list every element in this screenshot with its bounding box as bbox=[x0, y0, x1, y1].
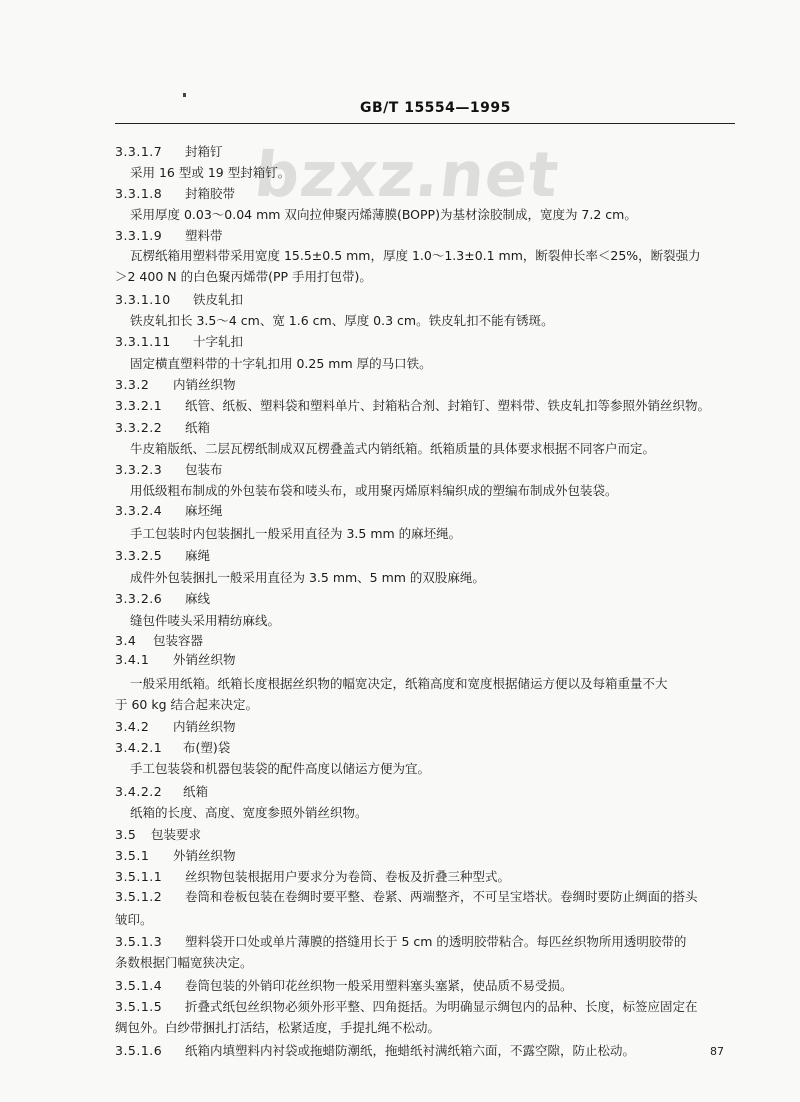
clause-heading-line bbox=[115, 633, 203, 649]
clause-heading-line bbox=[115, 591, 210, 607]
body-text-line: 条数根据门幅宽狭决定。 bbox=[115, 955, 253, 970]
clause-number: 3.3.2.6 bbox=[115, 591, 163, 606]
header-rule bbox=[115, 123, 735, 124]
clause-heading-line bbox=[115, 548, 210, 564]
clause-number: 3.3.1.10 bbox=[115, 292, 171, 307]
clause-heading-line bbox=[115, 462, 223, 478]
clause-number: 3.5.1.5 bbox=[115, 999, 163, 1014]
clause-heading-line bbox=[115, 719, 236, 735]
clause-number: 3.3.1.9 bbox=[115, 228, 163, 243]
clause-number: 3.4.2.2 bbox=[115, 784, 163, 799]
body-text-line: 手工包装袋和机器包装袋的配件高度以储运方便为宜。 bbox=[130, 761, 431, 776]
clause-text: 塑料袋开口处或单片薄膜的搭缝用长于 5 cm 的透明胶带粘合。每匹丝织物所用透明胶带的 bbox=[185, 934, 687, 949]
clause-number: 3.3.1.8 bbox=[115, 186, 163, 201]
clause-text: 卷筒和卷板包装在卷绸时要平整、卷紧、两端整齐，不可呈宝塔状。卷绸时要防止绸面的搭头 bbox=[185, 889, 698, 904]
clause-text: 十字轧扣 bbox=[193, 334, 244, 349]
clause-number: 3.5.1.1 bbox=[115, 869, 163, 884]
clause-number: 3.3.2.2 bbox=[115, 420, 163, 435]
scan-mark bbox=[183, 93, 186, 97]
clause-heading-line bbox=[115, 144, 223, 160]
clause-text: 外销丝织物 bbox=[173, 848, 236, 863]
clause-text: 外销丝织物 bbox=[173, 652, 236, 667]
clause-number: 3.5.1.3 bbox=[115, 934, 163, 949]
body-text-line: 采用厚度 0.03～0.04 mm 双向拉伸聚丙烯薄膜(BOPP)为基材涂胶制成，宽度为 7.2 cm。 bbox=[130, 207, 637, 222]
watermark: bzxz.net bbox=[251, 138, 563, 211]
clause-number: 3.4.2 bbox=[115, 719, 150, 734]
clause-heading-line bbox=[115, 377, 236, 393]
clause-text: 内销丝织物 bbox=[173, 377, 236, 392]
clause-heading-line bbox=[115, 848, 236, 864]
clause-text: 包装容器 bbox=[153, 633, 204, 648]
clause-text: 卷筒包装的外销印花丝织物一般采用塑料塞头塞紧，使品质不易受损。 bbox=[185, 978, 573, 993]
clause-number: 3.5.1.4 bbox=[115, 978, 163, 993]
standard-header: GB/T 15554—1995 bbox=[360, 100, 511, 116]
clause-heading-line bbox=[115, 292, 243, 308]
clause-number: 3.4 bbox=[115, 633, 137, 648]
clause-text: 纸箱内填塑料内衬袋或拖蜡防潮纸，拖蜡纸衬满纸箱六面，不露空隙，防止松动。 bbox=[185, 1043, 636, 1058]
clause-text: 塑料带 bbox=[185, 228, 223, 243]
clause-heading-line bbox=[115, 999, 698, 1015]
clause-text: 折叠式纸包丝织物必须外形平整、四角挺括。为明确显示绸包内的品种、长度，标签应固定在 bbox=[185, 999, 698, 1014]
body-text-line: 于 60 kg 结合起来决定。 bbox=[115, 697, 258, 712]
clause-text: 丝织物包装根据用户要求分为卷筒、卷板及折叠三种型式。 bbox=[185, 869, 511, 884]
clause-heading-line bbox=[115, 784, 208, 800]
clause-text: 麻绳 bbox=[185, 548, 211, 563]
clause-text: 铁皮轧扣 bbox=[193, 292, 244, 307]
clause-number: 3.3.1.7 bbox=[115, 144, 163, 159]
clause-heading-line bbox=[115, 503, 223, 519]
clause-text: 纸管、纸板、塑料袋和塑料单片、封箱粘合剂、封箱钉、塑料带、铁皮轧扣等参照外销丝织物。 bbox=[185, 398, 711, 413]
clause-heading-line bbox=[115, 228, 223, 244]
body-text-line: 成件外包装捆扎一般采用直径为 3.5 mm、5 mm 的双股麻绳。 bbox=[130, 570, 485, 585]
clause-text: 麻线 bbox=[185, 591, 211, 606]
clause-number: 3.3.2.4 bbox=[115, 503, 163, 518]
clause-number: 3.4.2.1 bbox=[115, 740, 163, 755]
clause-heading-line bbox=[115, 889, 698, 905]
clause-heading-line bbox=[115, 740, 230, 756]
clause-number: 3.3.2.3 bbox=[115, 462, 163, 477]
clause-number: 3.5.1.6 bbox=[115, 1043, 163, 1058]
clause-text: 封箱胶带 bbox=[185, 186, 236, 201]
clause-text: 麻坯绳 bbox=[185, 503, 223, 518]
clause-text: 包装布 bbox=[185, 462, 223, 477]
body-text-line: 瓦楞纸箱用塑料带采用宽度 15.5±0.5 mm，厚度 1.0～1.3±0.1 mm，断裂伸长率＜25%，断裂强力 bbox=[130, 248, 701, 263]
clause-number: 3.4.1 bbox=[115, 652, 150, 667]
clause-number: 3.5.1 bbox=[115, 848, 150, 863]
body-text-line: 皱印。 bbox=[115, 912, 153, 927]
clause-heading-line bbox=[115, 420, 210, 436]
body-text-line: 绸包外。白纱带捆扎打活结，松紧适度，手提扎绳不松动。 bbox=[115, 1020, 441, 1035]
clause-number: 3.3.1.11 bbox=[115, 334, 171, 349]
clause-heading-line bbox=[115, 1043, 635, 1059]
clause-heading-line bbox=[115, 398, 710, 414]
body-text-line: 牛皮箱版纸、二层瓦楞纸制成双瓦楞叠盖式内销纸箱。纸箱质量的具体要求根据不同客户而定。 bbox=[130, 441, 656, 456]
body-text-line: 纸箱的长度、高度、宽度参照外销丝织物。 bbox=[130, 805, 368, 820]
clause-number: 3.5 bbox=[115, 827, 137, 842]
body-text-line: 缝包件唛头采用精纺麻线。 bbox=[130, 613, 281, 628]
clause-heading-line bbox=[115, 186, 235, 202]
clause-heading-line bbox=[115, 652, 236, 668]
page-number: 87 bbox=[710, 1045, 724, 1058]
clause-number: 3.3.2.1 bbox=[115, 398, 163, 413]
body-text-line: 用低级粗布制成的外包装布袋和唛头布，或用聚丙烯原料编织成的塑编布制成外包装袋。 bbox=[130, 483, 618, 498]
clause-heading-line bbox=[115, 827, 201, 843]
clause-number: 3.3.2 bbox=[115, 377, 150, 392]
clause-text: 布(塑)袋 bbox=[183, 740, 231, 755]
body-text-line: 手工包装时内包装捆扎一般采用直径为 3.5 mm 的麻坯绳。 bbox=[130, 526, 462, 541]
body-text-line: 铁皮轧扣长 3.5～4 cm、宽 1.6 cm、厚度 0.3 cm。铁皮轧扣不能有锈斑。 bbox=[130, 313, 554, 328]
clause-heading-line bbox=[115, 978, 573, 994]
clause-heading-line bbox=[115, 869, 510, 885]
clause-number: 3.5.1.2 bbox=[115, 889, 163, 904]
body-text-line: 采用 16 型或 19 型封箱钉。 bbox=[130, 165, 291, 180]
clause-text: 内销丝织物 bbox=[173, 719, 236, 734]
body-text-line: ＞2 400 N 的白色聚丙烯带(PP 手用打包带)。 bbox=[115, 269, 372, 284]
clause-text: 纸箱 bbox=[183, 784, 209, 799]
clause-text: 封箱钉 bbox=[185, 144, 223, 159]
clause-heading-line bbox=[115, 934, 686, 950]
clause-text: 纸箱 bbox=[185, 420, 211, 435]
body-text-line: 固定横直塑料带的十字轧扣用 0.25 mm 厚的马口铁。 bbox=[130, 356, 432, 371]
body-text-line: 一般采用纸箱。纸箱长度根据丝织物的幅宽决定，纸箱高度和宽度根据储运方便以及每箱重量不大 bbox=[130, 676, 668, 691]
clause-number: 3.3.2.5 bbox=[115, 548, 163, 563]
clause-heading-line bbox=[115, 334, 243, 350]
clause-text: 包装要求 bbox=[151, 827, 202, 842]
